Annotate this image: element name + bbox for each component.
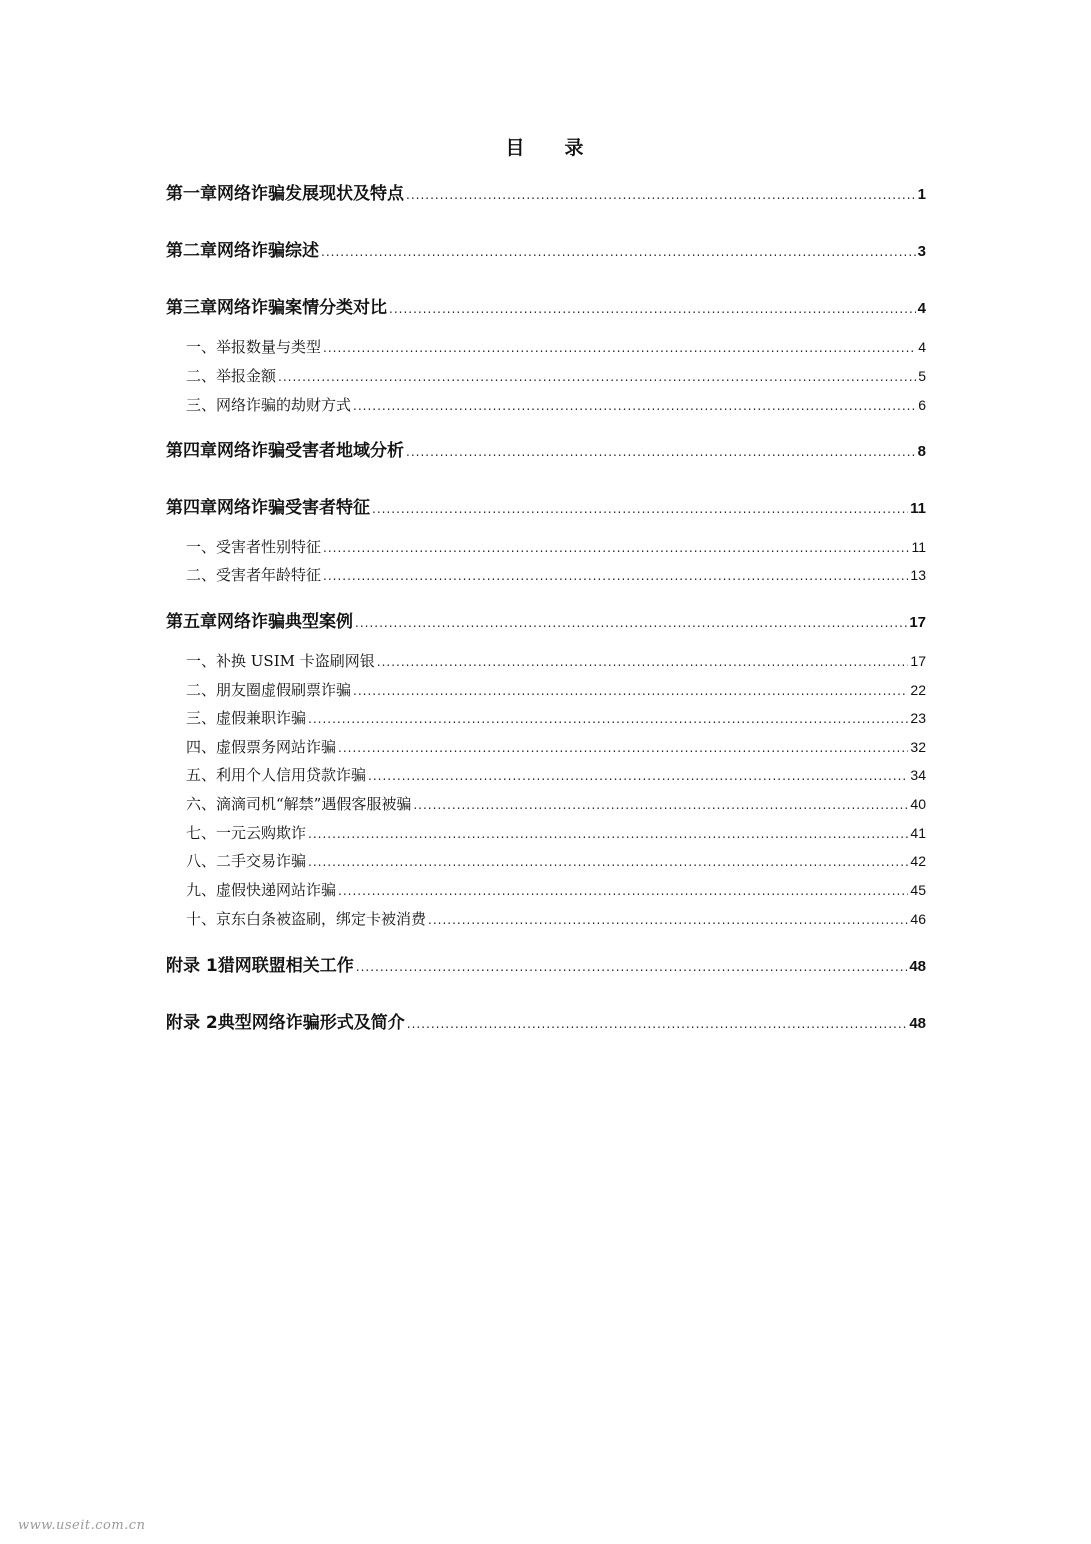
toc-entry-label: 补换 USIM 卡盗刷网银 bbox=[216, 652, 375, 670]
toc-entry-appendix-2[interactable] bbox=[166, 1008, 926, 1032]
dot-leader bbox=[377, 655, 909, 669]
toc-entry-section[interactable] bbox=[186, 850, 926, 872]
toc-entry-section[interactable] bbox=[186, 793, 926, 815]
dot-leader bbox=[353, 399, 916, 413]
dot-leader bbox=[389, 302, 916, 316]
toc-entry-page: 17 bbox=[910, 653, 926, 669]
toc-entry-chapter-5[interactable] bbox=[166, 607, 926, 631]
toc-entry-chapter-1[interactable] bbox=[166, 179, 926, 203]
dot-leader bbox=[338, 741, 908, 755]
toc-entry-number: 第三章 bbox=[166, 298, 217, 318]
toc-entry-section[interactable] bbox=[186, 679, 926, 701]
dot-leader bbox=[406, 188, 916, 202]
toc-entry-number: 五、 bbox=[186, 766, 217, 784]
toc-entry-number: 附录 2 bbox=[166, 1013, 218, 1033]
toc-entry-number: 第四章 bbox=[166, 441, 217, 461]
toc-title-left: 目 bbox=[505, 137, 527, 159]
toc-title bbox=[0, 133, 1091, 160]
toc-entry-label: 受害者性别特征 bbox=[216, 538, 322, 556]
toc-entry-section[interactable] bbox=[186, 822, 926, 844]
toc-entry-page: 1 bbox=[917, 186, 926, 203]
toc-entry-section[interactable] bbox=[186, 707, 926, 729]
toc-entry-section[interactable] bbox=[186, 879, 926, 901]
toc-entry-section[interactable] bbox=[186, 536, 926, 558]
toc-entry-number: 一、 bbox=[186, 652, 217, 670]
toc-entry-label: 二、举报金额 bbox=[186, 367, 277, 385]
toc-entry-label: 网络诈骗受害者地域分析 bbox=[217, 441, 404, 461]
toc-entry-number: 四、 bbox=[186, 738, 217, 756]
toc-entry-page: 34 bbox=[910, 767, 926, 783]
toc-entry-label: 网络诈骗案情分类对比 bbox=[217, 298, 387, 318]
toc-entry-number: 第二章 bbox=[166, 241, 217, 261]
toc-entry-page: 4 bbox=[917, 300, 926, 317]
toc-entry-label: 猎网联盟相关工作 bbox=[217, 956, 354, 976]
toc-entry-section[interactable] bbox=[186, 336, 926, 358]
dot-leader bbox=[356, 960, 908, 974]
toc-entry-number: 附录 1 bbox=[166, 956, 218, 976]
toc-entry-chapter-3[interactable] bbox=[166, 293, 926, 317]
toc-entry-label: 滴滴司机“解禁”遇假客服被骗 bbox=[216, 795, 412, 813]
toc-entry-page: 46 bbox=[910, 911, 926, 927]
toc-entry-label: 三、网络诈骗的劫财方式 bbox=[186, 396, 352, 414]
dot-leader bbox=[372, 502, 908, 516]
toc-entry-section[interactable] bbox=[186, 650, 926, 672]
toc-entry-page: 22 bbox=[910, 682, 926, 698]
toc-entry-label: 一、举报数量与类型 bbox=[186, 338, 322, 356]
toc-entry-page: 13 bbox=[910, 567, 926, 583]
toc-entry-number: 三、 bbox=[186, 709, 217, 727]
toc-entry-label: 虚假兼职诈骗 bbox=[216, 709, 307, 727]
dot-leader bbox=[278, 370, 916, 384]
toc-entry-number: 第五章 bbox=[166, 612, 217, 632]
watermark: www.useit.com.cn bbox=[18, 1518, 146, 1533]
toc-entry-number: 九、 bbox=[186, 881, 217, 899]
dot-leader bbox=[308, 855, 908, 869]
toc-entry-page: 40 bbox=[910, 796, 926, 812]
toc-entry-number: 八、 bbox=[186, 852, 217, 870]
toc-entry-label: 利用个人信用贷款诈骗 bbox=[216, 766, 367, 784]
toc-entry-page: 6 bbox=[918, 397, 926, 413]
dot-leader bbox=[308, 712, 908, 726]
toc-entry-number: 一、 bbox=[186, 538, 217, 556]
toc-entry-label: 网络诈骗典型案例 bbox=[217, 612, 353, 632]
toc-entry-label: 虚假快递网站诈骗 bbox=[216, 881, 337, 899]
dot-leader bbox=[413, 798, 908, 812]
dot-leader bbox=[368, 769, 908, 783]
toc-entry-page: 48 bbox=[909, 1015, 926, 1032]
toc-title-right: 录 bbox=[564, 137, 586, 159]
toc-entry-section[interactable] bbox=[186, 394, 926, 416]
toc-entry-number: 第一章 bbox=[166, 184, 217, 204]
toc-entry-page: 11 bbox=[910, 500, 926, 517]
dot-leader bbox=[428, 913, 908, 927]
toc-entry-section[interactable] bbox=[186, 736, 926, 758]
toc-entry-number: 十、 bbox=[186, 910, 217, 928]
dot-leader bbox=[355, 616, 907, 630]
toc-entry-page: 8 bbox=[917, 443, 926, 460]
dot-leader bbox=[353, 684, 908, 698]
toc-entry-page: 42 bbox=[910, 853, 926, 869]
dot-leader bbox=[323, 569, 908, 583]
toc-entry-section[interactable] bbox=[186, 908, 926, 930]
toc-entry-label: 一元云购欺诈 bbox=[216, 824, 307, 842]
toc-entry-label: 网络诈骗受害者特征 bbox=[217, 498, 370, 518]
toc-entry-number: 二、 bbox=[186, 681, 217, 699]
toc-entry-page: 32 bbox=[910, 739, 926, 755]
toc-entry-page: 17 bbox=[909, 614, 926, 631]
toc-entry-label: 网络诈骗发展现状及特点 bbox=[217, 184, 404, 204]
toc-entry-label: 京东白条被盗刷，绑定卡被消费 bbox=[216, 910, 427, 928]
toc-entry-section[interactable] bbox=[186, 764, 926, 786]
toc-entry-number: 六、 bbox=[186, 795, 217, 813]
toc-entry-chapter-4[interactable] bbox=[166, 436, 926, 460]
toc-entry-page: 48 bbox=[909, 958, 926, 975]
toc-entry-label: 受害者年龄特征 bbox=[216, 566, 322, 584]
toc-entry-page: 3 bbox=[917, 243, 926, 260]
toc-entry-section[interactable] bbox=[186, 564, 926, 586]
toc-entry-label: 朋友圈虚假刷票诈骗 bbox=[216, 681, 352, 699]
dot-leader bbox=[321, 245, 916, 259]
toc-entry-page: 45 bbox=[910, 882, 926, 898]
toc-entry-chapter-4b[interactable] bbox=[166, 493, 926, 517]
toc-entry-page: 5 bbox=[918, 368, 926, 384]
toc-entry-label: 二手交易诈骗 bbox=[216, 852, 307, 870]
dot-leader bbox=[406, 445, 916, 459]
dot-leader bbox=[323, 341, 916, 355]
toc-entry-section[interactable] bbox=[186, 365, 926, 387]
toc-entry-page: 11 bbox=[911, 539, 926, 555]
toc-entry-number: 二、 bbox=[186, 566, 217, 584]
dot-leader bbox=[323, 541, 909, 555]
toc-entry-appendix-1[interactable] bbox=[166, 951, 926, 975]
toc-entry-label: 虚假票务网站诈骗 bbox=[216, 738, 337, 756]
toc-entry-number: 七、 bbox=[186, 824, 217, 842]
dot-leader bbox=[308, 827, 908, 841]
toc-entry-number: 第四章 bbox=[166, 498, 217, 518]
toc-entry-page: 23 bbox=[910, 710, 926, 726]
toc-entry-page: 41 bbox=[910, 825, 926, 841]
dot-leader bbox=[407, 1017, 908, 1031]
toc-entry-chapter-2[interactable] bbox=[166, 236, 926, 260]
toc-entry-label: 典型网络诈骗形式及简介 bbox=[217, 1013, 405, 1033]
toc-entry-label: 网络诈骗综述 bbox=[217, 241, 319, 261]
dot-leader bbox=[338, 884, 908, 898]
toc-entry-page: 4 bbox=[918, 339, 926, 355]
